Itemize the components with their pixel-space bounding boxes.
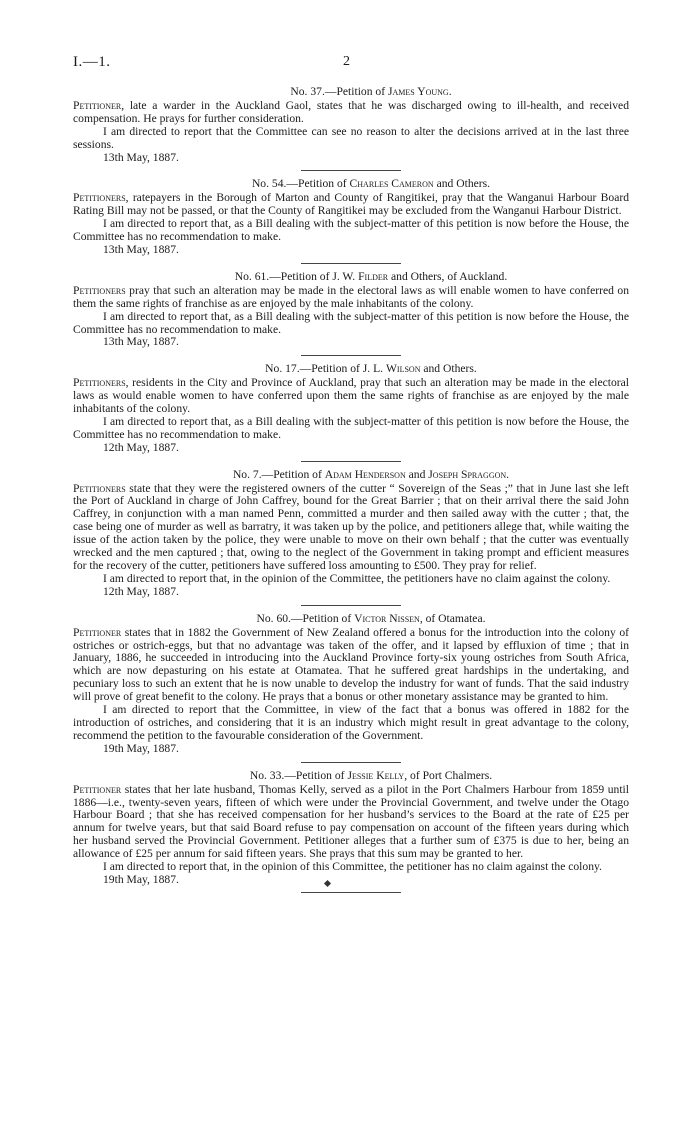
petition-title-suffix: , of Port Chalmers. [404,768,493,782]
petition-entry [73,363,629,461]
petition-body [73,377,629,416]
petition-entry [73,770,629,893]
report-date: 12th May, 1887. [103,584,179,598]
committee-report: I am directed to report that, in the opinion of the Committee, the petitioners have no claim against the colony. [103,571,611,585]
petition-heading [73,469,629,482]
petition-heading [73,86,629,99]
committee-report: I am directed to report that, as a Bill dealing with the subject-matter of this petition is now before the House, the Committee has no recommendation to make. [73,217,629,244]
petition-number: No. 17. [265,362,300,376]
parliamentary-paper-ref: I.—1. [73,54,111,70]
petition-title-suffix: and Others, of Auckland. [388,269,508,283]
petitioner-name: Adam Henderson [324,467,406,481]
petition-body-text: states that her late husband, Thomas Kelly, served as a pilot in the Port Chalmers Harbour from 1859 until 1886—i.e., twenty-seven years, fifteen of which were under the Provincial Government, and twelve under the Otago Harbour Board ; that she has received compensation for her husband’s services to the Board at the rate of £25 per annum for twelve years, but that said Board refuse to pay compensation on account of the fifteen years during which her husband served the Provincial Government. Petitioner alleges that a further sum of £375 is due to her, being an allowance of £25 per annum for said fifteen years. She prays that this sum may be granted to her. [73,782,629,861]
petition-body-text: , ratepayers in the Borough of Marton and County of Rangitikei, pray that the Wanganui Harbour Board Rating Bill may not be passed, or that the County of Rangitikei may be excluded from the Wanganui Harbour District. [73,191,629,218]
section-divider [301,355,401,356]
petition-lead-word: Petitioners [73,376,126,390]
petition-lead-word: Petitioners [73,481,126,495]
petition-body-text: , residents in the City and Province of Auckland, pray that such an alteration may be made in the electoral laws as would enable women to have conferred upon them the same rights of franchise as are enjoyed by the male inhabitants of the colony. [73,376,629,416]
petition-title-suffix: and Others. [420,362,477,376]
committee-report: I am directed to report that the Committee can see no reason to alter the decisions arrived at in the last three sessions. [73,124,629,151]
petition-title-prefix: —Petition of [284,768,345,782]
petition-heading [73,613,629,626]
petition-number: No. 60. [256,611,291,625]
petitioner-name: Victor Nissen [354,611,420,625]
petitioner-name: Charles Cameron [349,177,434,191]
petition-lead-word: Petitioners [73,283,126,297]
committee-report: I am directed to report that, in the opinion of this Committee, the petitioner has no claim against the colony. [103,860,602,874]
petition-body-text: states that in 1882 the Government of New Zealand offered a bonus for the introduction into the colony of ostriches or ostrich-eggs, but that no advantage was taken of the offer, and it lapsed by effluxion of time ; that in January, 1886, he succeeded in introducing into the Auckland Province forty-six young ostriches from South Africa, which are now depasturing on his estate at Otamatea. That he suffered great hardships in the undertaking, and pecuniary loss to such an extent that he is now unable to develop the industry for want of funds. That the said industry will prove of great benefit to the colony. He prays that a bonus or other monetary assistance may be granted to him. [73,625,629,704]
report-date: 13th May, 1887. [103,335,179,349]
petition-lead-word: Petitioner [73,98,122,112]
petitions-list [73,86,629,900]
petition-lead-word: Petitioner [73,782,122,796]
committee-report: I am directed to report that, as a Bill dealing with the subject-matter of this petition is now before the House, the Committee has no recommendation to make. [73,414,629,441]
petition-lead-word: Petitioners [73,191,126,205]
petition-body-text: pray that such an alteration may be made in the electoral laws as will enable women to have conferred on them the same rights of franchise as are enjoyed by the male inhabitants of the colony. [73,283,629,310]
committee-report: I am directed to report that, as a Bill dealing with the subject-matter of this petition is now before the House, the Committee has no recommendation to make. [73,309,629,336]
petition-heading [73,271,629,284]
petition-title-suffix: . [448,85,452,98]
petition-heading [73,178,629,191]
report-date: 19th May, 1887. [103,872,179,886]
section-divider [301,263,401,264]
petitioner-name: Filder [358,269,389,283]
petitioner-name: Wilson [385,362,421,376]
petition-number: No. 37. [290,85,325,98]
petitioner-name-2: Joseph Spraggon [428,467,507,481]
petition-title-suffix: and [405,467,429,481]
section-divider [301,892,401,893]
petition-body [73,192,629,218]
page-number: 2 [343,54,350,69]
petition-title-prefix: —Petition of [324,85,386,98]
petition-heading [73,770,629,783]
petition-title-suffix: and Others. [433,177,491,191]
petition-number: No. 61. [234,269,270,283]
petition-title-prefix: —Petition of [261,467,322,481]
petitioner-name: James Young [388,85,449,98]
petition-title-prefix: —Petition of [290,611,352,625]
petition-lead-word: Petitioner [73,625,122,639]
petition-entry [73,178,629,263]
petition-entry [73,86,629,171]
petition-title-prefix: —Petition of J. W. [269,269,356,283]
petition-entry [73,469,629,606]
petition-number: No. 7. [232,467,262,481]
petition-number: No. 33. [249,768,285,782]
petitioner-name: Jessie Kelly [347,768,405,782]
report-date: 12th May, 1887. [103,440,179,454]
petition-title-suffix: , of Otamatea. [419,611,486,625]
petition-title-suffix-2: . [506,467,510,481]
petition-number: No. 54. [251,177,287,191]
section-divider [301,762,401,763]
petition-body-text: , late a warder in the Auckland Gaol, states that he was discharged owing to ill-health, and received compensation. He prays for further consideration. [73,98,629,125]
petition-title-prefix: —Petition of [286,177,347,191]
petition-heading [73,363,629,376]
report-date: 13th May, 1887. [103,150,179,164]
petition-body [73,285,629,311]
section-divider [301,170,401,171]
section-divider [301,605,401,606]
petition-body [73,784,629,861]
petition-title-prefix: —Petition of J. L. [299,362,384,376]
report-date: 13th May, 1887. [103,242,179,256]
committee-report: I am directed to report that the Committee, in view of the fact that a bonus was offered in 1882 for the introduction of ostriches, and considering that it is an industry which might result in great advantage to the colony, recommend the petition to the favourable consideration of the Government. [73,703,629,742]
petition-body [73,100,629,126]
petition-entry [73,613,629,763]
report-date: 19th May, 1887. [103,741,179,755]
petition-entry [73,271,629,356]
petition-body [73,483,629,573]
section-divider [301,461,401,462]
petition-body-text: state that they were the registered owners of the cutter “ Sovereign of the Seas ;” that in June last she left the Port of Auckland in charge of John Caffrey, bound for the Great Barrier ; that on their arrival there the said John Caffrey, in conjunction with a man named Penn, committed a murder and then sailed away with the cutter ; that, the case being one of murder as well as barratry, it was taken up by the police, and petitioners allege that, while waiting the issue of the action taken by the police, they were unable to move on their own behalf ; that the cutter was eventually wrecked and the men captured ; that, owing to the neglect of the Government in taking prompt and efficient measures for the recovery of the cutter, petitioners have suffered loss amounting to £500. They pray for relief. [73,481,629,572]
petition-body [73,627,629,704]
